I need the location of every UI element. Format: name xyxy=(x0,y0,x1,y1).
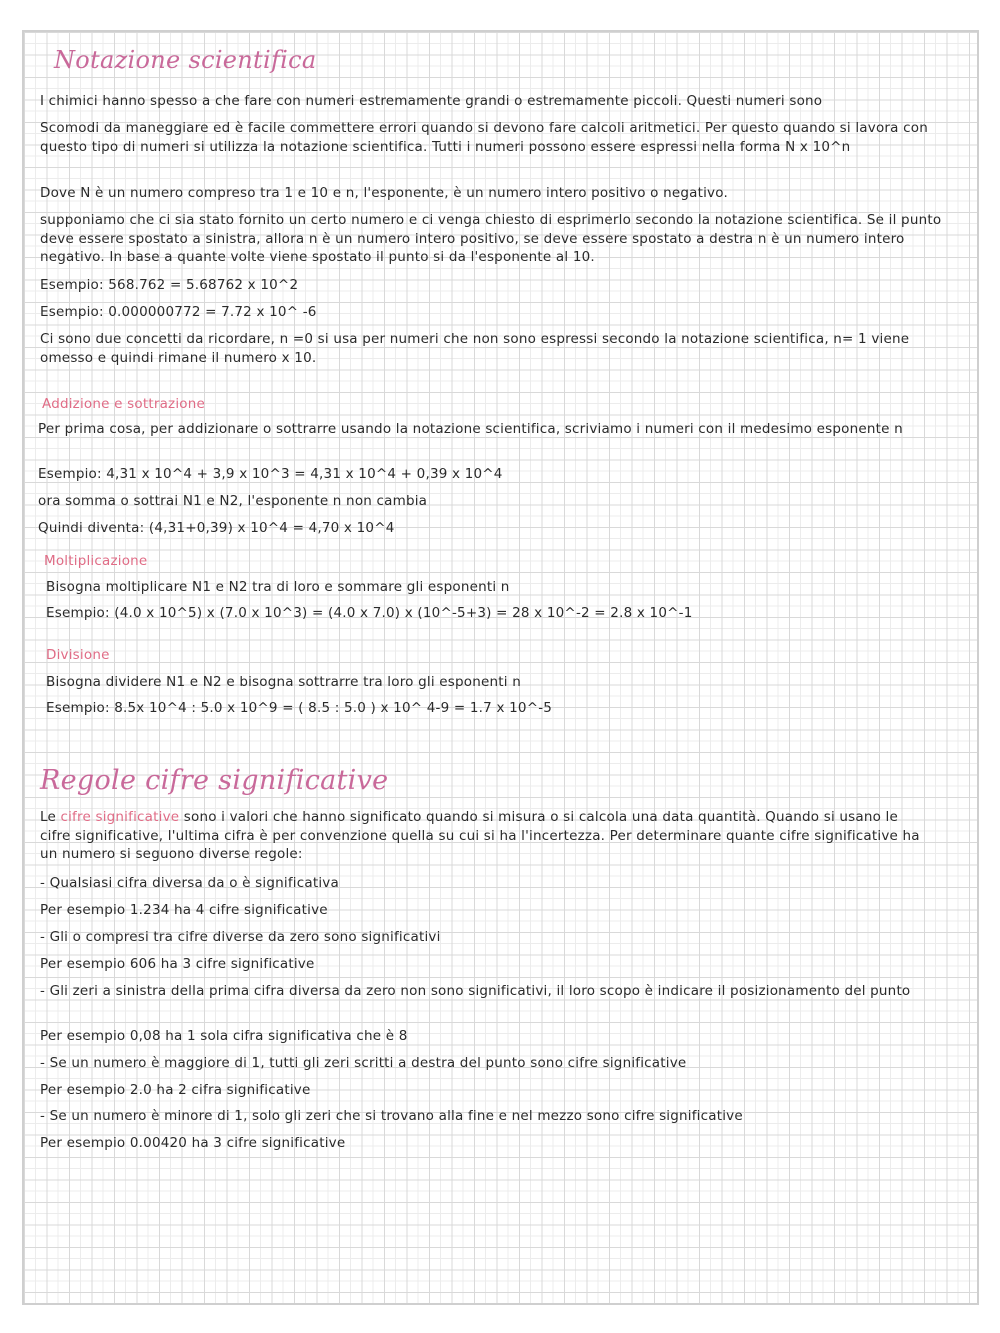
paragraph: I chimici hanno spesso a che fare con numeri estremamente grandi o estremamente piccoli. Questi numeri sono xyxy=(40,93,823,109)
rule-line: Per esempio 0.00420 ha 3 cifre significative xyxy=(40,1135,346,1151)
paragraph: Quindi diventa: (4,31+0,39) x 10^4 = 4,70 x 10^4 xyxy=(38,520,395,536)
paragraph: Ci sono due concetti da ricordare, n =0 si usa per numeri che non sono espressi secondo la notazione scientifica, n= 1 viene omesso e quindi rimane il numero x 10. xyxy=(40,331,910,366)
rule-line: - Gli zeri a sinistra della prima cifra diversa da zero non sono significativi, il loro scopo è indicare il posizionamento del punto xyxy=(40,983,911,999)
example-line: Esempio: 4,31 x 10^4 + 3,9 x 10^3 = 4,31 x 10^4 + 0,39 x 10^4 xyxy=(38,466,503,482)
rule-line: - Gli o compresi tra cifre diverse da zero sono significativi xyxy=(40,929,441,945)
rule-line: - Se un numero è minore di 1, solo gli zeri che si trovano alla fine e nel mezzo sono cifre significative xyxy=(40,1108,743,1124)
paragraph xyxy=(40,808,920,864)
example-line: Esempio: 0.000000772 = 7.72 x 10^ -6 xyxy=(40,304,317,320)
rule-line: Per esempio 0,08 ha 1 sola cifra significativa che è 8 xyxy=(40,1028,408,1044)
subsection-title-addition: Addizione e sottrazione xyxy=(42,396,205,412)
paragraph: Per prima cosa, per addizionare o sottrarre usando la notazione scientifica, scriviamo i numeri con il medesimo esponente n xyxy=(38,421,903,437)
section-title-significant-figures: Regole cifre significative xyxy=(40,765,389,796)
subsection-title-division: Divisione xyxy=(46,647,110,663)
paragraph: Scomodi da maneggiare ed è facile commettere errori quando si devono fare calcoli aritmetici. Per questo quando si lavora con questo tipo di numeri si utilizza la notazione scientifica. Tutti i numeri possono essere espressi nella forma N x 10^n xyxy=(40,120,928,155)
paragraph: Dove N è un numero compreso tra 1 e 10 e n, l'esponente, è un numero intero positivo o negativo. xyxy=(40,185,728,201)
rule-line: Per esempio 606 ha 3 cifre significative xyxy=(40,956,315,972)
intro-prefix: Le xyxy=(40,809,61,825)
rule-line: - Se un numero è maggiore di 1, tutti gli zeri scritti a destra del punto sono cifre significative xyxy=(40,1055,687,1071)
section-title-scientific-notation: Notazione scientifica xyxy=(54,46,317,74)
example-line: Esempio: (4.0 x 10^5) x (7.0 x 10^3) = (4.0 x 7.0) x (10^-5+3) = 28 x 10^-2 = 2.8 x 10^-1 xyxy=(46,605,693,621)
rule-line: Per esempio 2.0 ha 2 cifra significative xyxy=(40,1082,311,1098)
example-line: Esempio: 568.762 = 5.68762 x 10^2 xyxy=(40,277,299,293)
paragraph: Bisogna dividere N1 e N2 e bisogna sottrarre tra loro gli esponenti n xyxy=(46,674,521,690)
paragraph: ora somma o sottrai N1 e N2, l'esponente n non cambia xyxy=(38,493,428,509)
rule-line: Per esempio 1.234 ha 4 cifre significative xyxy=(40,902,328,918)
paragraph: supponiamo che ci sia stato fornito un certo numero e ci venga chiesto di esprimerlo secondo la notazione scientifica. Se il punto deve essere spostato a sinistra, allora n è un numero intero positivo, se deve essere spostato a destra n è un numero intero negativo. In base a quante volte viene spostato il punto si da l'esponente al 10. xyxy=(40,212,942,265)
highlight-term: cifre significative xyxy=(60,809,180,825)
intro-rest: sono i valori che hanno significato quando si misura o si calcola una data quantità. Quando si usano le cifre significative, l'ultima cifra è per convenzione quella su cui si ha l'incertezza. Per determinare quante cifre significative ha un numero si seguono diverse regole: xyxy=(40,809,920,862)
rule-line: - Qualsiasi cifra diversa da o è significativa xyxy=(40,875,339,891)
subsection-title-multiplication: Moltiplicazione xyxy=(44,553,148,569)
paragraph: Bisogna moltiplicare N1 e N2 tra di loro e sommare gli esponenti n xyxy=(46,579,510,595)
example-line: Esempio: 8.5x 10^4 : 5.0 x 10^9 = ( 8.5 : 5.0 ) x 10^ 4-9 = 1.7 x 10^-5 xyxy=(46,700,553,716)
